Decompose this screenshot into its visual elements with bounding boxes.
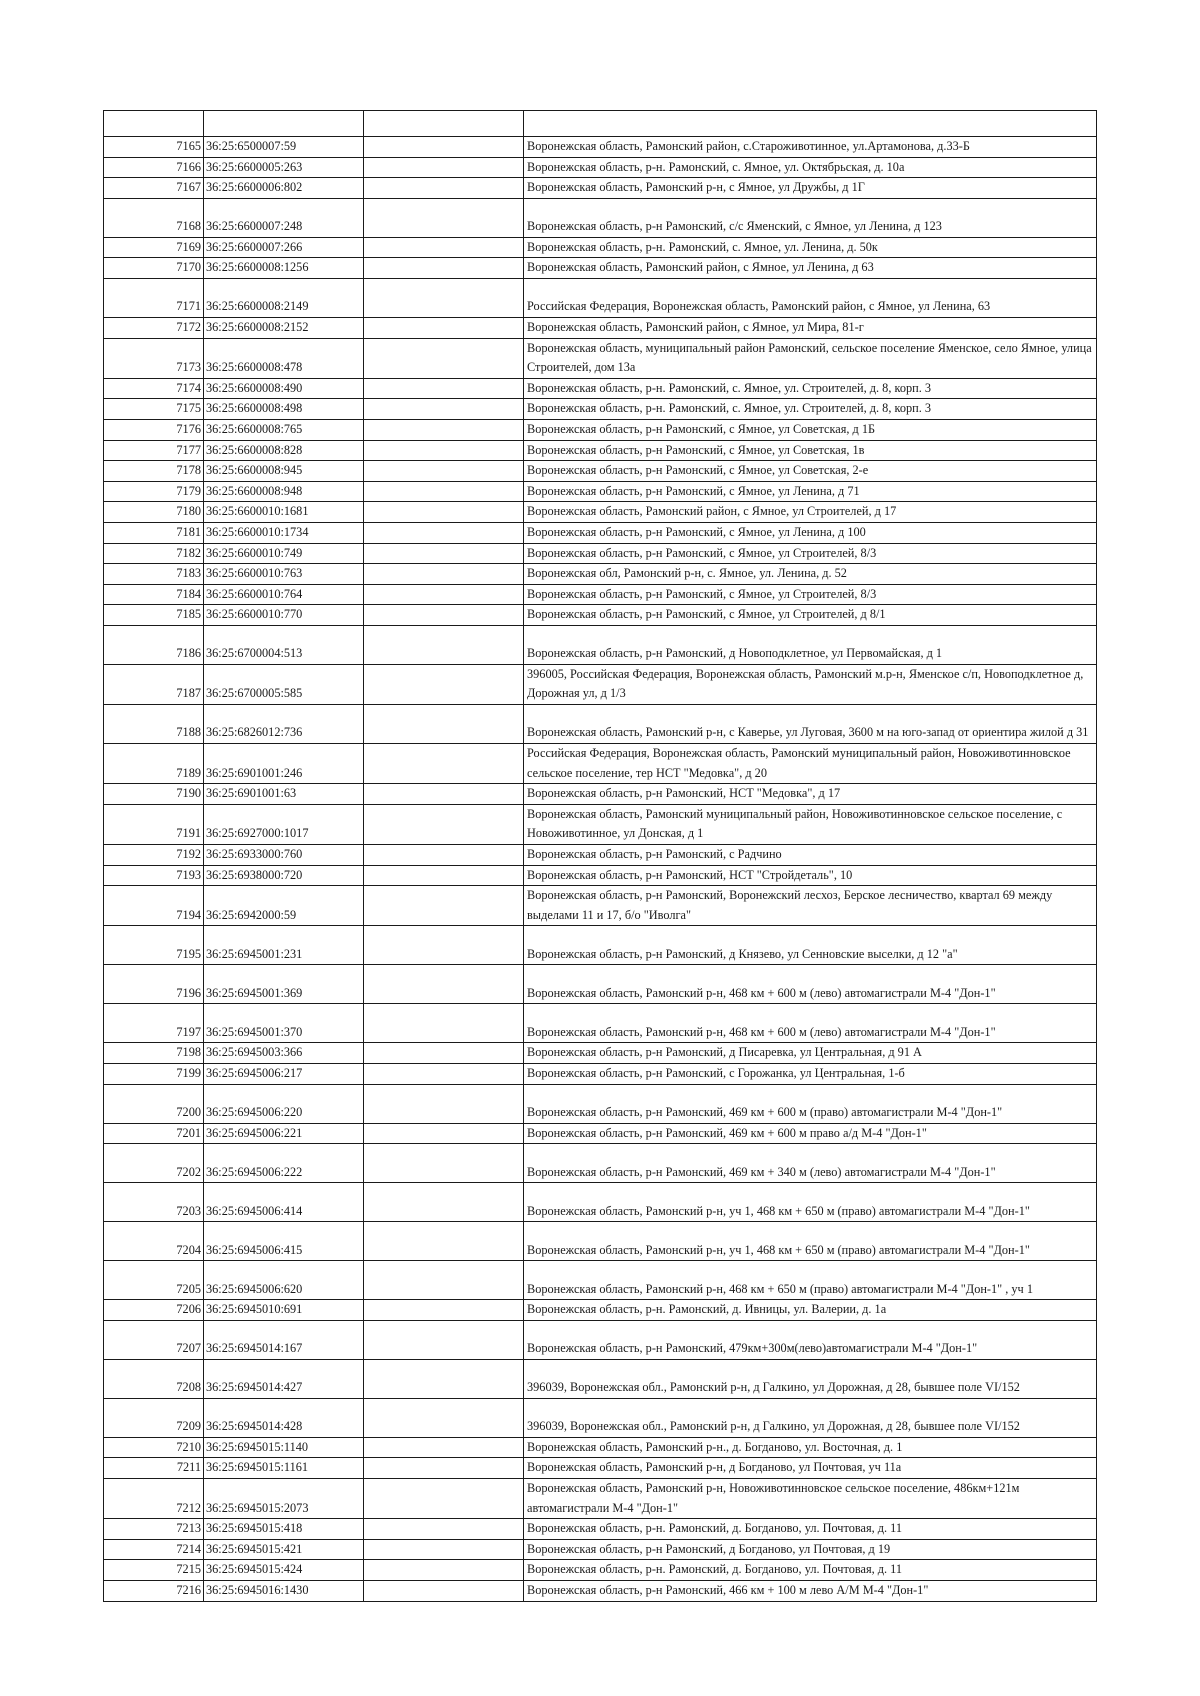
address: Воронежская область, р-н. Рамонский, д. Ивницы, ул. Валерии, д. 1а [524, 1300, 1097, 1321]
row-number: 7200 [104, 1084, 204, 1123]
cadastral-number: 36:25:6600007:266 [204, 237, 364, 258]
empty-cell [364, 965, 524, 1004]
table-row [104, 440, 1097, 461]
cadastral-number: 36:25:6945015:421 [204, 1539, 364, 1560]
cadastral-number: 36:25:6700004:513 [204, 625, 364, 664]
cadastral-number: 36:25:6600008:948 [204, 481, 364, 502]
cadastral-number: 36:25:6945015:1161 [204, 1458, 364, 1479]
empty-cell [364, 178, 524, 199]
cadastral-number: 36:25:6600010:749 [204, 543, 364, 564]
register-table [103, 110, 1097, 1602]
table-row [104, 926, 1097, 965]
empty-cell [364, 111, 524, 137]
table-row [104, 605, 1097, 626]
empty-cell [364, 378, 524, 399]
empty-cell [364, 625, 524, 664]
empty-cell [364, 1478, 524, 1518]
cadastral-number: 36:25:6600008:765 [204, 419, 364, 440]
address: Воронежская область, Рамонский район, с Ямное, ул Ленина, д 63 [524, 258, 1097, 279]
cadastral-number: 36:25:6700005:585 [204, 664, 364, 704]
row-number: 7167 [104, 178, 204, 199]
table-row [104, 378, 1097, 399]
row-number: 7196 [104, 965, 204, 1004]
table-row [104, 1064, 1097, 1085]
table-row [104, 886, 1097, 926]
cadastral-number: 36:25:6600008:2152 [204, 317, 364, 338]
empty-cell [364, 440, 524, 461]
row-number: 7204 [104, 1222, 204, 1261]
cadastral-number: 36:25:6945015:424 [204, 1560, 364, 1581]
cadastral-number: 36:25:6600008:945 [204, 461, 364, 482]
address: Воронежская область, р-н Рамонский, с Ямное, ул Строителей, 8/3 [524, 584, 1097, 605]
address: Воронежская область, р-н Рамонский, с Ямное, ул Советская, 2-е [524, 461, 1097, 482]
cadastral-number: 36:25:6945015:2073 [204, 1478, 364, 1518]
table-row [104, 784, 1097, 805]
row-number: 7214 [104, 1539, 204, 1560]
table-row [104, 845, 1097, 866]
table-row [104, 1359, 1097, 1398]
address: Воронежская область, р-н Рамонский, д Писаревка, ул Центральная, д 91 А [524, 1043, 1097, 1064]
empty-cell [364, 1183, 524, 1222]
address: Воронежская область, Рамонский р-н, с Ямное, ул Дружбы, д 1Г [524, 178, 1097, 199]
address: Воронежская обл, Рамонский р-н, с. Ямное, ул. Ленина, д. 52 [524, 564, 1097, 585]
row-number: 7215 [104, 1560, 204, 1581]
address: Воронежская область, р-н. Рамонский, д. Богданово, ул. Почтовая, д. 11 [524, 1560, 1097, 1581]
cadastral-number: 36:25:6945006:221 [204, 1123, 364, 1144]
row-number: 7189 [104, 744, 204, 784]
table-row [104, 157, 1097, 178]
empty-cell [364, 845, 524, 866]
table-row [104, 1519, 1097, 1540]
empty-cell [364, 237, 524, 258]
cadastral-number: 36:25:6945015:1140 [204, 1437, 364, 1458]
cadastral-number: 36:25:6945014:427 [204, 1359, 364, 1398]
address: Воронежская область, р-н Рамонский, с Ямное, ул Советская, 1в [524, 440, 1097, 461]
cadastral-number: 36:25:6945003:366 [204, 1043, 364, 1064]
cadastral-number: 36:25:6927000:1017 [204, 804, 364, 844]
empty-cell [364, 502, 524, 523]
empty-cell [364, 926, 524, 965]
table-row [104, 317, 1097, 338]
empty-cell [364, 1123, 524, 1144]
empty-cell [364, 198, 524, 237]
address: 396005, Российская Федерация, Воронежская область, Рамонский м.р-н, Яменское с/п, Новоподклетное д, Дорожная ул, д 1/3 [524, 664, 1097, 704]
row-number: 7182 [104, 543, 204, 564]
row-number: 7194 [104, 886, 204, 926]
address: Воронежская область, р-н. Рамонский, с. Ямное, ул. Строителей, д. 8, корп. 3 [524, 399, 1097, 420]
row-number: 7185 [104, 605, 204, 626]
row-number: 7198 [104, 1043, 204, 1064]
cadastral-number: 36:25:6600006:802 [204, 178, 364, 199]
table-row [104, 1437, 1097, 1458]
cadastral-number: 36:25:6600007:248 [204, 198, 364, 237]
address: Российская Федерация, Воронежская область, Рамонский район, с Ямное, ул Ленина, 63 [524, 278, 1097, 317]
empty-cell [364, 1539, 524, 1560]
address: Воронежская область, р-н Рамонский, 466 км + 100 м лево А/М М-4 "Дон-1" [524, 1580, 1097, 1601]
address: Воронежская область, Рамонский муниципальный район, Новоживотинновское сельское поселение, с Новоживотинное, ул Донская, д 1 [524, 804, 1097, 844]
row-number: 7216 [104, 1580, 204, 1601]
table-row [104, 178, 1097, 199]
address: Воронежская область, р-н Рамонский, д Князево, ул Сенновские выселки, д 12 "а" [524, 926, 1097, 965]
row-number [104, 111, 204, 137]
table-row [104, 1478, 1097, 1518]
row-number: 7181 [104, 522, 204, 543]
row-number: 7193 [104, 865, 204, 886]
row-number: 7187 [104, 664, 204, 704]
table-row [104, 137, 1097, 158]
address: Российская Федерация, Воронежская область, Рамонский муниципальный район, Новоживотинновское сельское поселение, тер НСТ "Медовка", д 20 [524, 744, 1097, 784]
row-number: 7169 [104, 237, 204, 258]
address: Воронежская область, р-н Рамонский, 469 км + 600 м право а/д М-4 "Дон-1" [524, 1123, 1097, 1144]
row-number: 7176 [104, 419, 204, 440]
address: Воронежская область, р-н Рамонский, с Ямное, ул Строителей, 8/3 [524, 543, 1097, 564]
empty-cell [364, 461, 524, 482]
cadastral-number: 36:25:6600008:498 [204, 399, 364, 420]
table-row [104, 1300, 1097, 1321]
row-number: 7190 [104, 784, 204, 805]
row-number: 7165 [104, 137, 204, 158]
address: Воронежская область, р-н. Рамонский, с. Ямное, ул. Ленина, д. 50к [524, 237, 1097, 258]
empty-cell [364, 1084, 524, 1123]
address: Воронежская область, Рамонский р-н, уч 1, 468 км + 650 м (право) автомагистрали М-4 "Дон-1" [524, 1183, 1097, 1222]
cadastral-number: 36:25:6945016:1430 [204, 1580, 364, 1601]
address: Воронежская область, р-н Рамонский, с/с Яменский, с Ямное, ул Ленина, д 123 [524, 198, 1097, 237]
table-row [104, 1580, 1097, 1601]
row-number: 7207 [104, 1320, 204, 1359]
address: Воронежская область, Рамонский р-н, 468 км + 600 м (лево) автомагистрали М-4 "Дон-1" [524, 965, 1097, 1004]
table-row [104, 481, 1097, 502]
empty-cell [364, 1300, 524, 1321]
row-number: 7212 [104, 1478, 204, 1518]
cadastral-number: 36:25:6945006:222 [204, 1144, 364, 1183]
row-number: 7177 [104, 440, 204, 461]
cadastral-number: 36:25:6933000:760 [204, 845, 364, 866]
empty-cell [364, 1004, 524, 1043]
empty-cell [364, 338, 524, 378]
address: Воронежская область, р-н Рамонский, с Ямное, ул Ленина, д 71 [524, 481, 1097, 502]
address: Воронежская область, Рамонский р-н, уч 1, 468 км + 650 м (право) автомагистрали М-4 "Дон-1" [524, 1222, 1097, 1261]
empty-cell [364, 419, 524, 440]
table-row [104, 1320, 1097, 1359]
row-number: 7210 [104, 1437, 204, 1458]
table-row [104, 1004, 1097, 1043]
empty-cell [364, 278, 524, 317]
cadastral-number: 36:25:6945006:220 [204, 1084, 364, 1123]
cadastral-number: 36:25:6945014:167 [204, 1320, 364, 1359]
address: Воронежская область, р-н Рамонский, Воронежский лесхоз, Берское лесничество, квартал 69 между выделами 11 и 17, б/о "Иволга" [524, 886, 1097, 926]
empty-cell [364, 1144, 524, 1183]
row-number: 7174 [104, 378, 204, 399]
empty-cell [364, 1458, 524, 1479]
empty-cell [364, 543, 524, 564]
table-row [104, 338, 1097, 378]
address: Воронежская область, Рамонский р-н, 468 км + 650 м (право) автомагистрали М-4 "Дон-1" , уч 1 [524, 1261, 1097, 1300]
cadastral-number: 36:25:6500007:59 [204, 137, 364, 158]
cadastral-number: 36:25:6942000:59 [204, 886, 364, 926]
address: Воронежская область, Рамонский р-н, Новоживотинновское сельское поселение, 486км+121м автомагистрали М-4 "Дон-1" [524, 1478, 1097, 1518]
empty-cell [364, 522, 524, 543]
table-row [104, 502, 1097, 523]
address: Воронежская область, Рамонский р-н, с Каверье, ул Луговая, 3600 м на юго-запад от ориентира жилой д 31 [524, 705, 1097, 744]
row-number: 7213 [104, 1519, 204, 1540]
cadastral-number: 36:25:6938000:720 [204, 865, 364, 886]
table-row [104, 258, 1097, 279]
cadastral-number: 36:25:6600008:1256 [204, 258, 364, 279]
table-row [104, 664, 1097, 704]
empty-cell [364, 1043, 524, 1064]
address: Воронежская область, муниципальный район Рамонский, сельское поселение Яменское, село Ямное, улица Строителей, дом 13а [524, 338, 1097, 378]
address: Воронежская область, Рамонский р-н, 468 км + 600 м (лево) автомагистрали М-4 "Дон-1" [524, 1004, 1097, 1043]
row-number: 7191 [104, 804, 204, 844]
table-row [104, 1458, 1097, 1479]
table-row [104, 1084, 1097, 1123]
cadastral-number: 36:25:6600008:490 [204, 378, 364, 399]
empty-cell [364, 258, 524, 279]
empty-cell [364, 1064, 524, 1085]
table-row [104, 111, 1097, 137]
cadastral-number: 36:25:6600008:478 [204, 338, 364, 378]
empty-cell [364, 584, 524, 605]
table-row [104, 1123, 1097, 1144]
empty-cell [364, 705, 524, 744]
table-row [104, 198, 1097, 237]
empty-cell [364, 605, 524, 626]
cadastral-number: 36:25:6945014:428 [204, 1398, 364, 1437]
address: Воронежская область, Рамонский район, с Ямное, ул Мира, 81-г [524, 317, 1097, 338]
cadastral-number: 36:25:6945015:418 [204, 1519, 364, 1540]
address: Воронежская область, Рамонский р-н, д Богданово, ул Почтовая, уч 11а [524, 1458, 1097, 1479]
address: Воронежская область, р-н Рамонский, НСТ "Медовка", д 17 [524, 784, 1097, 805]
address [524, 111, 1097, 137]
address: Воронежская область, р-н. Рамонский, с. Ямное, ул. Строителей, д. 8, корп. 3 [524, 378, 1097, 399]
cadastral-number: 36:25:6945001:370 [204, 1004, 364, 1043]
empty-cell [364, 1359, 524, 1398]
table-row [104, 399, 1097, 420]
row-number: 7178 [104, 461, 204, 482]
cadastral-number [204, 111, 364, 137]
cadastral-number: 36:25:6945010:691 [204, 1300, 364, 1321]
row-number: 7183 [104, 564, 204, 585]
empty-cell [364, 1261, 524, 1300]
empty-cell [364, 481, 524, 502]
row-number: 7197 [104, 1004, 204, 1043]
table-row [104, 625, 1097, 664]
empty-cell [364, 157, 524, 178]
cadastral-number: 36:25:6600005:263 [204, 157, 364, 178]
address: Воронежская область, р-н Рамонский, с Ямное, ул Ленина, д 100 [524, 522, 1097, 543]
cadastral-number: 36:25:6945006:414 [204, 1183, 364, 1222]
table-row [104, 543, 1097, 564]
cadastral-number: 36:25:6945006:620 [204, 1261, 364, 1300]
row-number: 7195 [104, 926, 204, 965]
empty-cell [364, 865, 524, 886]
address: Воронежская область, р-н. Рамонский, д. Богданово, ул. Почтовая, д. 11 [524, 1519, 1097, 1540]
row-number: 7199 [104, 1064, 204, 1085]
empty-cell [364, 664, 524, 704]
row-number: 7192 [104, 845, 204, 866]
cadastral-number: 36:25:6945001:231 [204, 926, 364, 965]
table-row [104, 237, 1097, 258]
table-row [104, 1043, 1097, 1064]
address: Воронежская область, р-н Рамонский, с Горожанка, ул Центральная, 1-б [524, 1064, 1097, 1085]
cadastral-number: 36:25:6600008:2149 [204, 278, 364, 317]
table-row [104, 278, 1097, 317]
cadastral-number: 36:25:6600010:770 [204, 605, 364, 626]
empty-cell [364, 804, 524, 844]
table-row [104, 522, 1097, 543]
row-number: 7201 [104, 1123, 204, 1144]
address: Воронежская область, р-н Рамонский, 469 км + 340 м (лево) автомагистрали М-4 "Дон-1" [524, 1144, 1097, 1183]
cadastral-number: 36:25:6600008:828 [204, 440, 364, 461]
empty-cell [364, 1519, 524, 1540]
table-row [104, 419, 1097, 440]
empty-cell [364, 1437, 524, 1458]
table-row [104, 1539, 1097, 1560]
empty-cell [364, 1222, 524, 1261]
table-row [104, 564, 1097, 585]
table-row [104, 865, 1097, 886]
row-number: 7202 [104, 1144, 204, 1183]
empty-cell [364, 564, 524, 585]
row-number: 7184 [104, 584, 204, 605]
table-row [104, 461, 1097, 482]
address: Воронежская область, Рамонский район, с.Староживотинное, ул.Артамонова, д.33-Б [524, 137, 1097, 158]
table-row [104, 1398, 1097, 1437]
table-row [104, 1560, 1097, 1581]
empty-cell [364, 784, 524, 805]
table-row [104, 705, 1097, 744]
row-number: 7168 [104, 198, 204, 237]
row-number: 7205 [104, 1261, 204, 1300]
cadastral-number: 36:25:6945001:369 [204, 965, 364, 1004]
cadastral-number: 36:25:6901001:246 [204, 744, 364, 784]
address: Воронежская область, р-н Рамонский, с Ямное, ул Строителей, д 8/1 [524, 605, 1097, 626]
empty-cell [364, 1320, 524, 1359]
cadastral-number: 36:25:6600010:1734 [204, 522, 364, 543]
address: Воронежская область, Рамонский р-н., д. Богданово, ул. Восточная, д. 1 [524, 1437, 1097, 1458]
empty-cell [364, 1580, 524, 1601]
address: Воронежская область, р-н Рамонский, 469 км + 600 м (право) автомагистрали М-4 "Дон-1" [524, 1084, 1097, 1123]
row-number: 7209 [104, 1398, 204, 1437]
table-row [104, 965, 1097, 1004]
table-row [104, 744, 1097, 784]
row-number: 7208 [104, 1359, 204, 1398]
row-number: 7179 [104, 481, 204, 502]
address: Воронежская область, р-н Рамонский, с Ямное, ул Советская, д 1Б [524, 419, 1097, 440]
row-number: 7211 [104, 1458, 204, 1479]
address: Воронежская область, р-н Рамонский, НСТ "Стройдеталь", 10 [524, 865, 1097, 886]
row-number: 7180 [104, 502, 204, 523]
cadastral-number: 36:25:6826012:736 [204, 705, 364, 744]
table-row [104, 804, 1097, 844]
cadastral-number: 36:25:6600010:1681 [204, 502, 364, 523]
address: Воронежская область, р-н Рамонский, с Радчино [524, 845, 1097, 866]
row-number: 7170 [104, 258, 204, 279]
table-row [104, 1183, 1097, 1222]
cadastral-number: 36:25:6945006:217 [204, 1064, 364, 1085]
empty-cell [364, 317, 524, 338]
row-number: 7188 [104, 705, 204, 744]
row-number: 7173 [104, 338, 204, 378]
row-number: 7206 [104, 1300, 204, 1321]
address: Воронежская область, Рамонский район, с Ямное, ул Строителей, д 17 [524, 502, 1097, 523]
row-number: 7172 [104, 317, 204, 338]
table-row [104, 584, 1097, 605]
cadastral-number: 36:25:6600010:764 [204, 584, 364, 605]
empty-cell [364, 744, 524, 784]
address: Воронежская область, р-н Рамонский, д Новоподклетное, ул Первомайская, д 1 [524, 625, 1097, 664]
table-row [104, 1222, 1097, 1261]
address: Воронежская область, р-н. Рамонский, с. Ямное, ул. Октябрьская, д. 10а [524, 157, 1097, 178]
address: Воронежская область, р-н Рамонский, 479км+300м(лево)автомагистрали М-4 "Дон-1" [524, 1320, 1097, 1359]
register-table-body [104, 111, 1097, 1602]
empty-cell [364, 886, 524, 926]
address: 396039, Воронежская обл., Рамонский р-н, д Галкино, ул Дорожная, д 28, бывшее поле VI/152 [524, 1398, 1097, 1437]
cadastral-number: 36:25:6600010:763 [204, 564, 364, 585]
address: 396039, Воронежская обл., Рамонский р-н, д Галкино, ул Дорожная, д 28, бывшее поле VI/152 [524, 1359, 1097, 1398]
row-number: 7166 [104, 157, 204, 178]
cadastral-number: 36:25:6901001:63 [204, 784, 364, 805]
empty-cell [364, 399, 524, 420]
empty-cell [364, 1560, 524, 1581]
table-row [104, 1261, 1097, 1300]
table-row [104, 1144, 1097, 1183]
empty-cell [364, 1398, 524, 1437]
empty-cell [364, 137, 524, 158]
cadastral-number: 36:25:6945006:415 [204, 1222, 364, 1261]
row-number: 7175 [104, 399, 204, 420]
row-number: 7171 [104, 278, 204, 317]
row-number: 7186 [104, 625, 204, 664]
row-number: 7203 [104, 1183, 204, 1222]
address: Воронежская область, р-н Рамонский, д Богданово, ул Почтовая, д 19 [524, 1539, 1097, 1560]
